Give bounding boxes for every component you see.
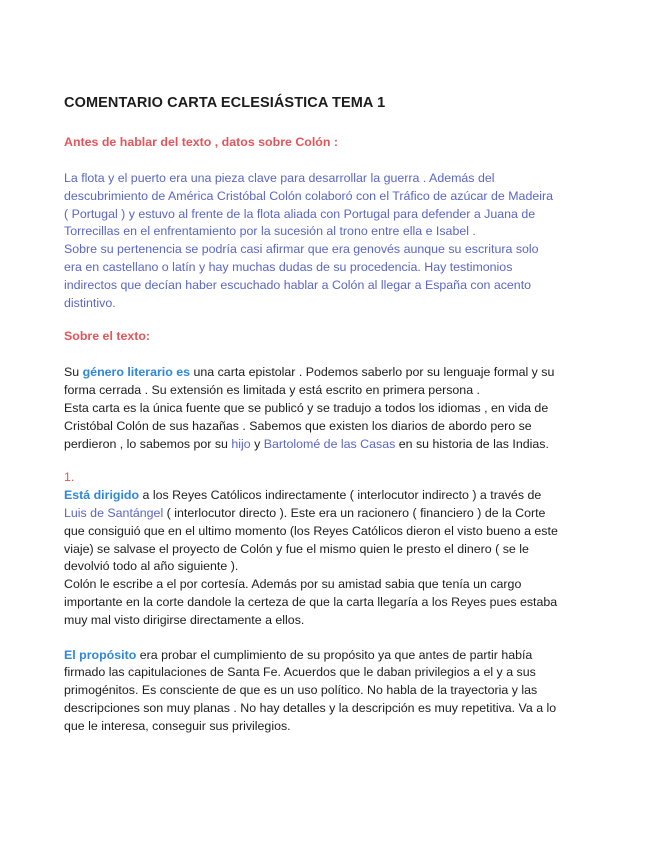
paragraph-line [64,436,592,454]
text-run: en su historia de las Indias. [395,436,549,451]
section-texto-paragraph [64,364,592,453]
paragraph-line [64,364,592,382]
section-colon-paragraph [64,170,592,312]
paragraph-line: Esta carta es la única fuente que se publicó y se tradujo a todos los idiomas , en vida de [64,400,549,415]
section-heading-colon: Antes de hablar del texto , datos sobre Colón : [64,135,339,149]
paragraph-line: distintivo. [64,295,116,310]
paragraph-line: Colón le escribe a el por cortesía. Además por su amistad sabia que tenía un cargo [64,577,522,592]
paragraph-line: La flota y el puerto era una pieza clave para desarrollar la guerra . Además del [64,171,495,185]
text-run: una carta epistolar . Podemos saberlo por su lenguaje formal y su [190,365,555,380]
paragraph-line: devolvió todo al año siguiente ). [64,559,239,574]
paragraph-line: forma cerrada . Su extensión es limitada y está escrito en primera persona . [64,383,480,398]
document-title: COMENTARIO CARTA ECLESIÁSTICA TEMA 1 [64,95,386,111]
section-heading-texto: Sobre el texto: [64,329,151,344]
text-run: era probar el cumplimiento de su propósito ya que antes de partir había [136,647,533,662]
paragraph-line: era en castellano o latín y hay muchas dudas de su procedencia. Hay testimonios [64,259,513,274]
section-proposito [64,647,592,736]
list-number: 1. [64,470,75,485]
paragraph-line: Sobre su pertenencia se podría casi afirmar que era genovés aunque su escritura solo [64,242,539,257]
paragraph-line: primogénitos. Es consciente de que es un uso político. No habla de la trayectoria y las [64,683,538,698]
paragraph-line: muy mal visto dirigirse directamente a ellos. [64,612,305,627]
text-run: perdieron , lo sabemos por su [64,436,232,451]
paragraph-line [64,647,592,665]
paragraph-line: descubrimiento de América Cristóbal Colón colaboró con el Tráfico de azúcar de Madeira [64,188,553,203]
document-body [64,93,592,736]
paragraph-line: firmado las capitulaciones de Santa Fe. Acuerdos que le daban privilegios a el y a sus [64,665,536,680]
highlight-hijo: hijo [231,436,251,451]
paragraph-line: importante en la corte dandole la certeza de que la carta llegaría a los Reyes pues estaba [64,594,558,609]
paragraph-line: descripciones son muy planas . No hay detalles y la descripción es muy repetitiva. Va a lo [64,700,557,715]
highlight-genero: género literario es [82,365,191,380]
paragraph-line: que consiguió que en el ultimo momento (los Reyes Católicos dieron el visto bueno a este [64,523,558,538]
paragraph-line: viaje) se salvase el proyecto de Colón y fue el mismo quien le presto el dinero ( se le [64,541,529,556]
highlight-bartolome: Bartolomé de las Casas [263,436,396,451]
paragraph-line: indirectos que decían haber escuchado hablar a Colón al llegar a España con acento [64,277,532,292]
highlight-proposito: El propósito [64,647,137,662]
text-run: ( interlocutor directo ). Este era un racionero ( financiero ) de la Corte [163,505,546,520]
text-run: a los Reyes Católicos indirectamente ( interlocutor indirecto ) a través de [139,488,542,503]
highlight-dirigido: Está dirigido [64,488,140,503]
paragraph-line: Cristóbal Colón de sus hazañas . Sabemos que existen los diarios de abordo pero se [64,418,532,433]
text-run: y [250,436,264,451]
paragraph-line [64,487,592,505]
paragraph-line [64,505,592,523]
paragraph-line: que le interesa, conseguir sus privilegios. [64,718,291,733]
highlight-santangel: Luis de Santángel [64,505,164,520]
section-dirigido [64,469,592,629]
text-run: Su [64,365,83,380]
paragraph-line: Torrecillas en el enfrentamiento por la sucesión al trono entre ella e Isabel . [64,224,476,239]
paragraph-line: ( Portugal ) y estuvo al frente de la flota aliada con Portugal para defender a Juana de [64,206,536,221]
